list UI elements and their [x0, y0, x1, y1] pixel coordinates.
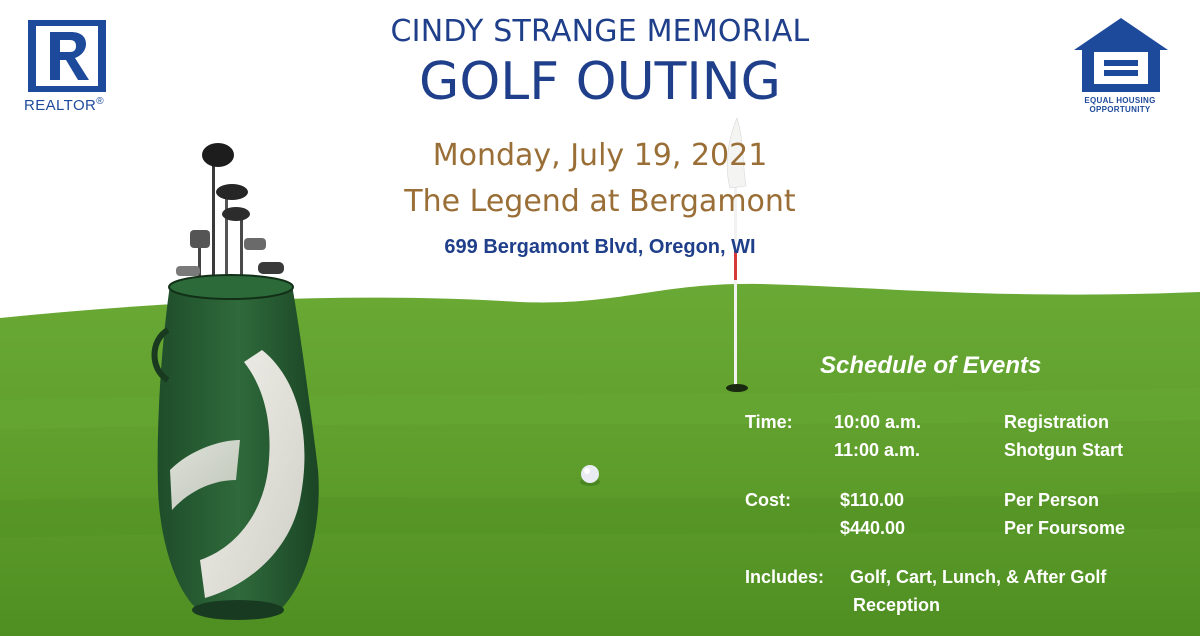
cost-desc: Per Person — [1004, 490, 1100, 510]
includes-text: Golf, Cart, Lunch, & After Golf — [850, 567, 1107, 587]
equal-housing-label: EQUAL HOUSING OPPORTUNITY — [1084, 96, 1156, 114]
includes-label: Includes: — [745, 567, 825, 587]
time-event: Registration — [1004, 412, 1110, 432]
cost-amount: $110.00 — [840, 490, 905, 510]
time-label: Time: — [745, 412, 793, 432]
event-venue: The Legend at Bergamont — [404, 184, 796, 219]
cost-amount: $440.00 — [840, 518, 906, 538]
includes-text: Reception — [853, 595, 941, 615]
realtor-label: REALTOR® — [24, 96, 105, 114]
time-event: Shotgun Start — [1004, 440, 1123, 460]
schedule-title: Schedule of Events — [820, 352, 1042, 379]
cost-label: Cost: — [745, 490, 791, 510]
event-address: 699 Bergamont Blvd, Oregon, WI — [444, 236, 756, 258]
event-title-line2: GOLF OUTING — [419, 52, 781, 112]
event-date: Monday, July 19, 2021 — [432, 138, 768, 173]
cost-desc: Per Foursome — [1004, 518, 1126, 538]
time-value: 11:00 a.m. — [834, 440, 921, 460]
event-title-line1: CINDY STRANGE MEMORIAL — [390, 14, 810, 49]
time-value: 10:00 a.m. — [834, 412, 922, 432]
